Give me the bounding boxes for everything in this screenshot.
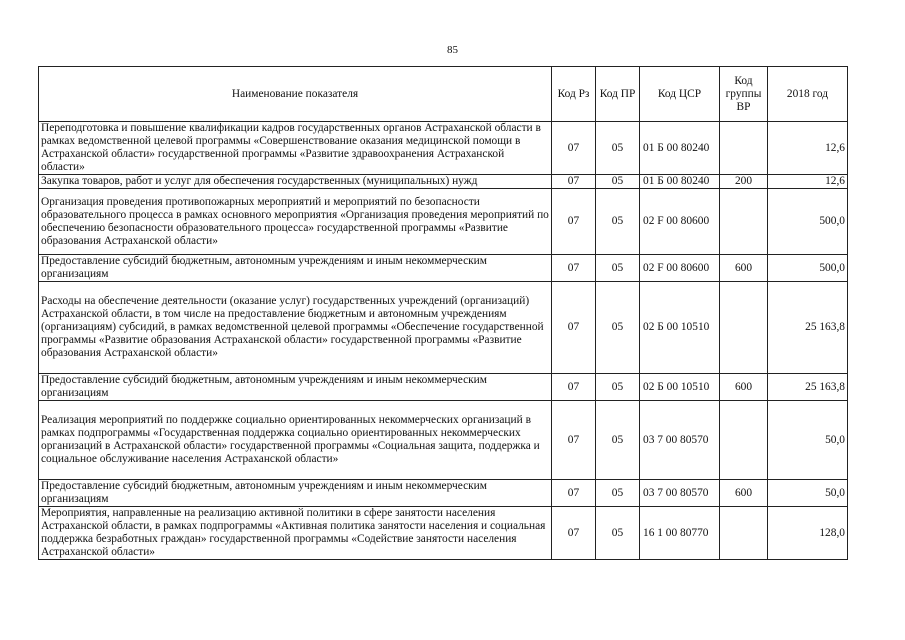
row-rz: 07 <box>552 255 596 282</box>
row-csr: 01 Б 00 80240 <box>640 175 720 189</box>
table-row <box>39 282 848 374</box>
row-csr: 02 F 00 80600 <box>640 189 720 255</box>
row-pr: 05 <box>596 189 640 255</box>
row-rz: 07 <box>552 175 596 189</box>
row-amount: 50,0 <box>768 480 848 507</box>
row-vr: 600 <box>720 255 768 282</box>
row-rz: 07 <box>552 374 596 401</box>
row-csr: 03 7 00 80570 <box>640 480 720 507</box>
row-rz: 07 <box>552 480 596 507</box>
row-csr: 16 1 00 80770 <box>640 507 720 560</box>
table-row <box>39 507 848 560</box>
row-amount: 25 163,8 <box>768 282 848 374</box>
header-pr: Код ПР <box>596 67 640 122</box>
row-pr: 05 <box>596 122 640 175</box>
page-number: 85 <box>447 44 458 56</box>
row-csr: 02 Б 00 10510 <box>640 282 720 374</box>
row-amount: 25 163,8 <box>768 374 848 401</box>
row-name: Мероприятия, направленные на реализацию активной политики в сфере занятости населения Астраханской области, в рамках подпрограммы «Активная политика занятости населения и социальная поддержка безработных граждан» государственной программы «Содействие занятости населения Астраханской области» <box>39 507 552 560</box>
row-vr <box>720 122 768 175</box>
row-pr: 05 <box>596 480 640 507</box>
row-amount: 128,0 <box>768 507 848 560</box>
row-amount: 50,0 <box>768 401 848 480</box>
row-csr: 02 F 00 80600 <box>640 255 720 282</box>
row-amount: 500,0 <box>768 255 848 282</box>
row-pr: 05 <box>596 507 640 560</box>
row-name: Предоставление субсидий бюджетным, автономным учреждениям и иным некоммерческим организациям <box>39 255 552 282</box>
row-csr: 03 7 00 80570 <box>640 401 720 480</box>
row-name: Закупка товаров, работ и услуг для обеспечения государственных (муниципальных) нужд <box>39 175 552 189</box>
table-row <box>39 255 848 282</box>
row-vr: 600 <box>720 374 768 401</box>
row-vr <box>720 282 768 374</box>
row-vr <box>720 189 768 255</box>
row-name: Организация проведения противопожарных мероприятий и мероприятий по безопасности образовательного процесса в рамках основного мероприятия «Организация проведения мероприятий по обеспечению безопасности образовательного процесса» государственной программы «Развитие образования Астраханской области» <box>39 189 552 255</box>
row-pr: 05 <box>596 401 640 480</box>
header-rz: Код Рз <box>552 67 596 122</box>
row-name: Предоставление субсидий бюджетным, автономным учреждениям и иным некоммерческим организациям <box>39 480 552 507</box>
row-amount: 12,6 <box>768 175 848 189</box>
header-name: Наименование показателя <box>39 67 552 122</box>
table-row <box>39 480 848 507</box>
row-vr: 200 <box>720 175 768 189</box>
row-rz: 07 <box>552 189 596 255</box>
table-row <box>39 374 848 401</box>
row-rz: 07 <box>552 122 596 175</box>
row-pr: 05 <box>596 255 640 282</box>
header-amount: 2018 год <box>768 67 848 122</box>
table-row <box>39 122 848 175</box>
row-pr: 05 <box>596 175 640 189</box>
row-vr <box>720 507 768 560</box>
row-pr: 05 <box>596 374 640 401</box>
row-csr: 02 Б 00 10510 <box>640 374 720 401</box>
row-name: Переподготовка и повышение квалификации кадров государственных органов Астраханской области в рамках ведомственной целевой программы «Совершенствование оказания медицинской помощи в Астраханской области» государственной программы «Развитие здравоохранения Астраханской области» <box>39 122 552 175</box>
row-rz: 07 <box>552 401 596 480</box>
row-pr: 05 <box>596 282 640 374</box>
row-rz: 07 <box>552 282 596 374</box>
row-name: Расходы на обеспечение деятельности (оказание услуг) государственных учреждений (организаций) Астраханской области, в том числе на предоставление бюджетным и автономным учреждениям (организациям) субсидий, в рамках ведомственной целевой программы «Обеспечение государственной программы «Развитие образования Астраханской области» государственной программы «Развитие образования Астраханской области» <box>39 282 552 374</box>
table-row <box>39 175 848 189</box>
table-row <box>39 189 848 255</box>
header-vr: Код группы ВР <box>720 67 768 122</box>
budget-table <box>38 66 848 560</box>
row-name: Предоставление субсидий бюджетным, автономным учреждениям и иным некоммерческим организациям <box>39 374 552 401</box>
table-header-row <box>39 67 848 122</box>
row-name: Реализация мероприятий по поддержке социально ориентированных некоммерческих организаций в рамках подпрограммы «Государственная поддержка социально ориентированных некоммерческих организаций в Астраханской области» государственной программы «Социальная защита, поддержка и социальное обслуживание населения Астраханской области» <box>39 401 552 480</box>
row-vr <box>720 401 768 480</box>
header-csr: Код ЦСР <box>640 67 720 122</box>
row-csr: 01 Б 00 80240 <box>640 122 720 175</box>
table-row <box>39 401 848 480</box>
row-amount: 12,6 <box>768 122 848 175</box>
row-rz: 07 <box>552 507 596 560</box>
row-vr: 600 <box>720 480 768 507</box>
row-amount: 500,0 <box>768 189 848 255</box>
